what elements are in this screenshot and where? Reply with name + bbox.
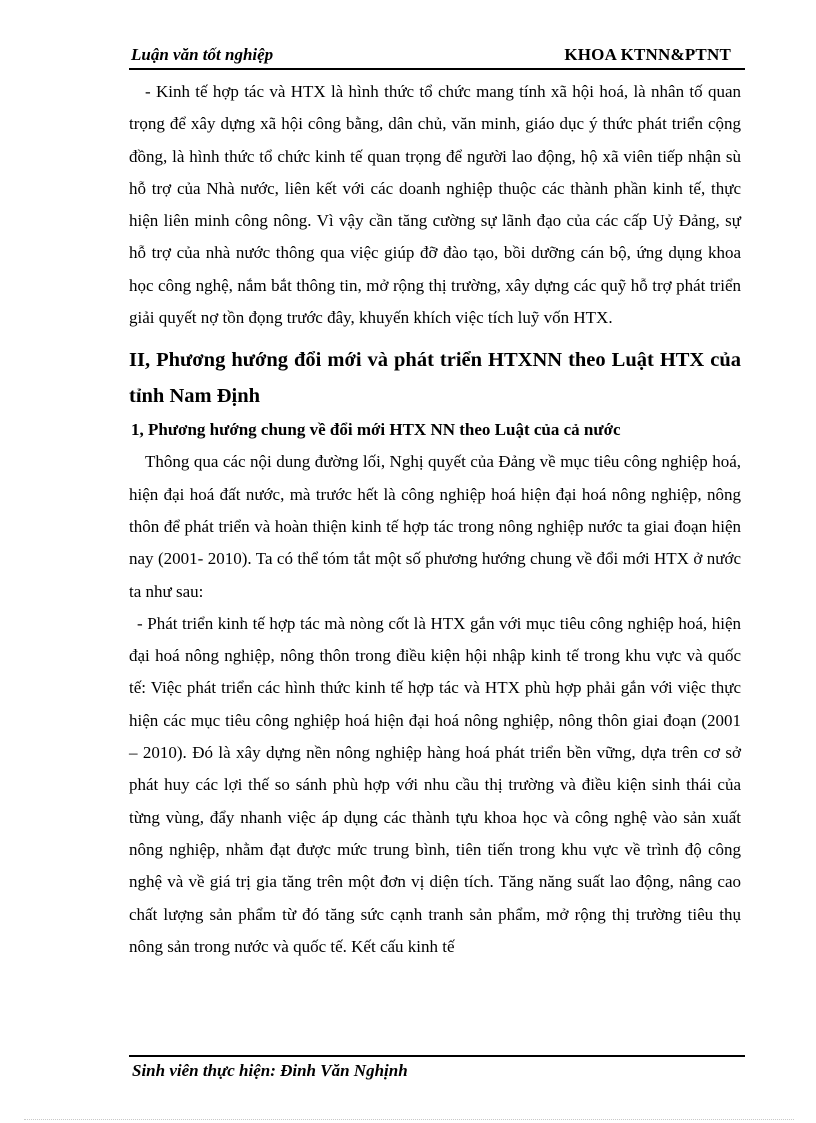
paragraph-development-goals: - Phát triển kinh tế hợp tác mà nòng cốt là HTX gắn với mục tiêu công nghiệp hoá, hiện đại hoá nông nghiệp, nông thôn trong điều kiện hội nhập kinh tế trong khu vực và quốc tế: Việc phát triển các hình thức kinh tế hợp tác và HTX phù hợp phải gắn với việc thực hiện các mục tiêu công nghiệp hoá hiện đại hoá nông nghiệp, nông thôn giai đoạn (2001 – 2010). Đó là xây dựng nền nông nghiệp hàng hoá phát triển bền vững, dựa trên cơ sở phát huy các lợi thế so sánh phù hợp với nhu cầu thị trường và điều kiện sinh thái của từng vùng, đẩy nhanh việc áp dụng các thành tựu khoa học và công nghệ vào sản xuất nông nghiệp, nhằm đạt được mức trung bình, tiên tiến trong khu vực về trình độ công nghệ và về giá trị gia tăng trên một đơn vị diện tích. Tăng năng suất lao động, nâng cao chất lượng sản phẩm từ đó tăng sức cạnh tranh sản phẩm, mở rộng thị trường tiêu thụ nông sản trong nước và quốc tế. Kết cấu kinh tế (129, 613, 741, 956)
page-header (129, 42, 745, 70)
subsection-heading: 1, Phương hướng chung về đổi mới HTX NN theo Luật của cả nước (131, 420, 621, 440)
footer-student-name: Sinh viên thực hiện: Đinh Văn Nghịnh (132, 1061, 408, 1080)
paragraph-general-directions: Thông qua các nội dung đường lối, Nghị quyết của Đảng về mục tiêu công nghiệp hoá, hiện đại hoá đất nước, mà trước hết là công nghiệp hoá hiện đại hoá nông nghiệp, nông thôn để phát triển và hoàn thiện kinh tế hợp tác trong nông nghiệp nước ta giai đoạn hiện nay (2001- 2010). Ta có thể tóm tắt một số phương hướng chung về đổi mới HTX ở nước ta như sau: (129, 452, 741, 601)
paragraph-cooperative-economy: - Kinh tế hợp tác và HTX là hình thức tổ chức mang tính xã hội hoá, là nhân tố quan trọng để xây dựng xã hội công bằng, dân chủ, văn minh, giáo dục ý thức phát triển cộng đồng, là hình thức tổ chức kinh tế quan trọng để người lao động, hộ xã viên tiếp nhận sù hỗ trợ của Nhà nước, liên kết với các doanh nghiệp thuộc các thành phần kinh tế, thực hiện liên minh công nông. Vì vậy cần tăng cường sự lãnh đạo của các cấp Uỷ Đảng, sự hỗ trợ của nhà nước thông qua việc giúp đỡ đào tạo, bồi dưỡng cán bộ, ứng dụng khoa học công nghệ, nắm bắt thông tin, mở rộng thị trường, xây dựng các quỹ hỗ trợ phát triển giải quyết nợ tồn đọng trước đây, khuyến khích việc tích luỹ vốn HTX. (129, 82, 741, 328)
header-faculty-label: KHOA KTNN&PTNT (564, 45, 731, 64)
page-bottom-divider (24, 1119, 794, 1120)
section-heading: II, Phương hướng đổi mới và phát triển HTXNN theo Luật HTX của tỉnh Nam Định (129, 349, 741, 408)
header-thesis-label: Luận văn tốt nghiệp (131, 45, 274, 64)
page-footer (129, 1055, 745, 1080)
page-body (129, 76, 741, 963)
